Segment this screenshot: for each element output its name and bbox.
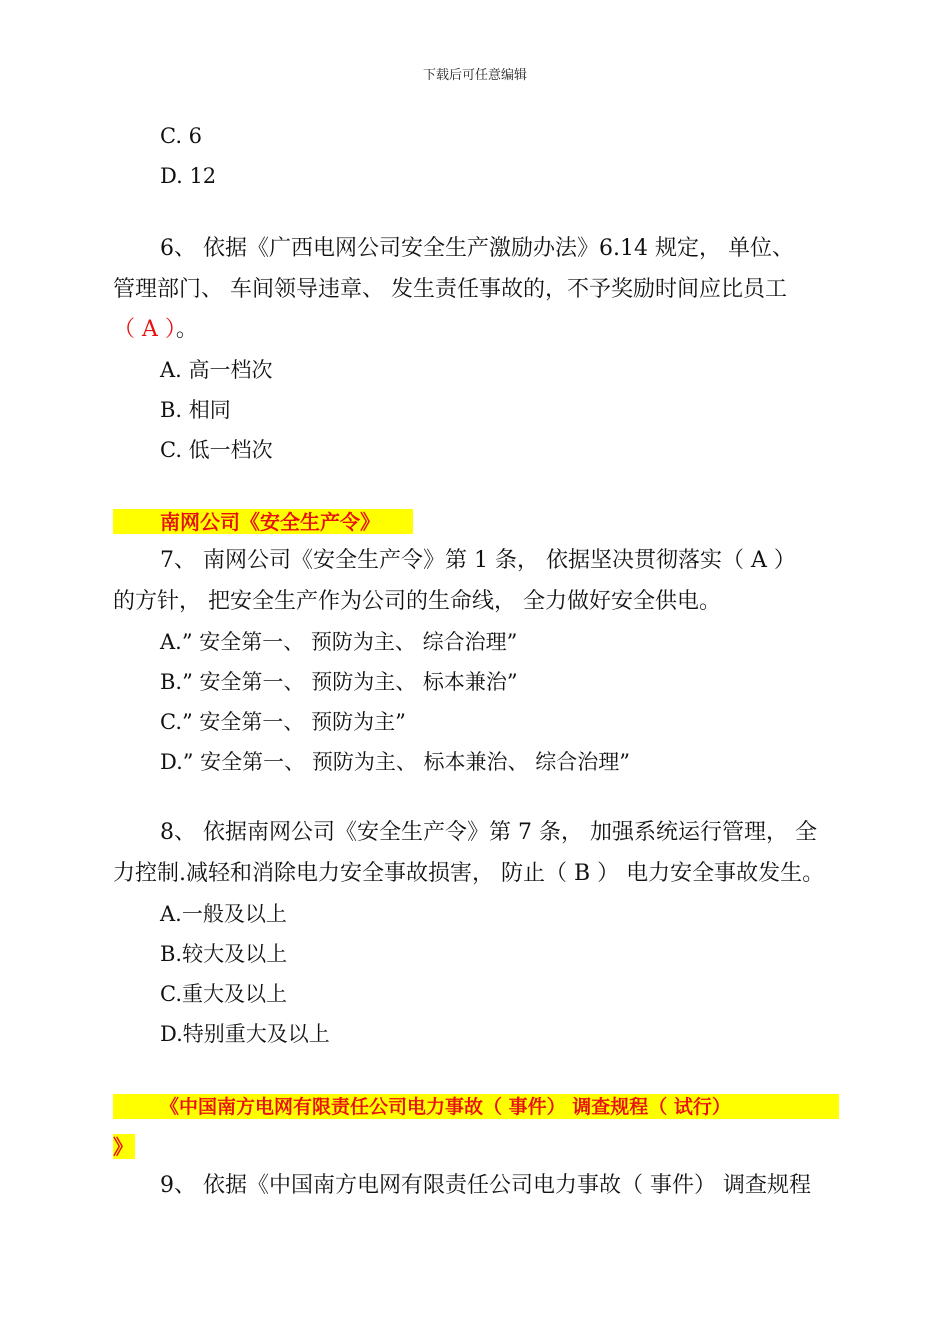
q6-option-a: A. 高一档次 <box>160 358 273 382</box>
q6-text-line2: 管理部门、 车间领导违章、 发生责任事故的，不予奖励时间应比员工 <box>113 277 787 302</box>
q7-option-b: B.” 安全第一、 预防为主、 标本兼治” <box>160 670 518 694</box>
q7-text-line2: 的方针， 把安全生产作为公司的生命线， 全力做好安全供电。 <box>113 589 721 614</box>
q5-option-c: C. 6 <box>160 124 203 148</box>
page-header-note: 下载后可任意编辑 <box>422 68 527 83</box>
q7-text-line1: 7、 南网公司《安全生产令》第 1 条， 依据坚决贯彻落实（ A ） <box>160 548 796 573</box>
q8-text-line2: 力控制.减轻和消除电力安全事故损害， 防止（ B ） 电力安全事故发生。 <box>113 861 825 886</box>
q5-option-d: D. 12 <box>160 164 217 188</box>
section1-title: 南网公司《安全生产令》 <box>160 510 380 534</box>
q6-option-b: B. 相同 <box>160 398 231 422</box>
q8-option-a: A.一般及以上 <box>160 902 287 926</box>
q8-text-line1: 8、 依据南网公司《安全生产令》第 7 条， 加强系统运行管理， 全 <box>160 820 817 845</box>
q6-answer-suffix: 。 <box>175 317 198 342</box>
q6-text-line1: 6、 依据《广西电网公司安全生产激励办法》6.14 规定， 单位、 <box>160 236 794 261</box>
q8-option-b: B.较大及以上 <box>160 942 288 966</box>
q6-option-c: C. 低一档次 <box>160 438 273 462</box>
q9-text-line1: 9、 依据《中国南方电网有限责任公司电力事故（ 事件） 调查规程 <box>160 1173 811 1198</box>
q8-option-c: C.重大及以上 <box>160 982 287 1006</box>
q7-option-a: A.” 安全第一、 预防为主、 综合治理” <box>160 630 518 654</box>
section2-title-line1: 《中国南方电网有限责任公司电力事故（ 事件） 调查规程（ 试行） <box>160 1096 731 1118</box>
q7-option-c: C.” 安全第一、 预防为主” <box>160 710 406 734</box>
section2-title-line2: 》 <box>113 1135 133 1159</box>
q6-answer: （ A ） <box>113 317 176 342</box>
q6-answer-line <box>113 315 198 345</box>
q8-option-d: D.特别重大及以上 <box>160 1022 330 1046</box>
q7-option-d: D.” 安全第一、 预防为主、 标本兼治、 综合治理” <box>160 750 630 774</box>
